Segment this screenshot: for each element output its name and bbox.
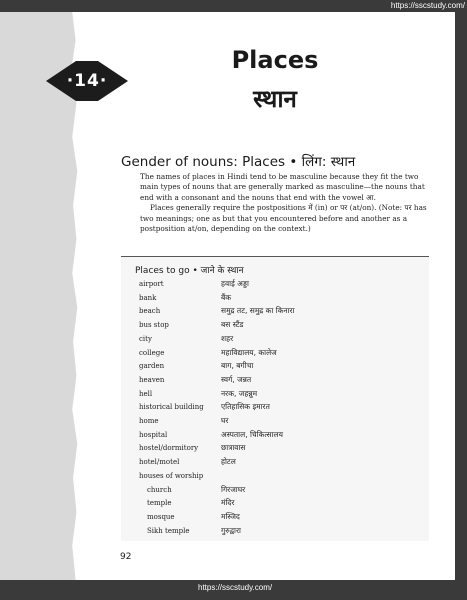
hindi-term: स्वर्ग, जन्नत [221,374,252,384]
hindi-term: शहर [221,333,234,343]
table-row [121,526,429,540]
table-row [121,443,429,457]
table-row [121,389,429,403]
chapter-title: Places [231,46,319,74]
table-row [121,498,429,512]
table-row [121,402,429,416]
table-row [121,430,429,444]
table-row [121,416,429,430]
chapter-title-hindi: स्थान [253,85,297,113]
english-term: Sikh temple [147,526,190,535]
table-row [121,306,429,320]
english-term: garden [139,362,165,371]
english-term: bus stop [139,321,169,330]
english-term: airport [139,280,164,288]
dot-left-icon: · [66,71,75,91]
chapter-number-text: 14 [74,71,100,91]
table-row [121,293,429,307]
page-number: 92 [120,552,132,562]
paragraph-2: Places generally require the postpositions में (in) or पर (at/on). (Note: पर has two meanings; one as but that you encountered before and another as a postposition at/on, depending on the context.) [140,203,427,234]
chapter-badge [46,61,128,101]
english-term: bank [139,293,157,302]
table-row [121,512,429,526]
hindi-term: बैंक [221,292,232,302]
hindi-term: होटल [221,457,236,467]
vocab-table-title: Places to go • जाने के स्थान [135,266,244,276]
hindi-term: अस्पताल, चिकित्सालय [221,429,283,439]
table-row [121,457,429,471]
book-page [0,12,455,580]
english-term: hotel/motel [139,458,180,467]
hindi-term: गुरुद्वारा [221,525,241,535]
table-row [121,485,429,499]
table-row [121,348,429,362]
english-term: city [139,334,152,343]
table-row [121,279,429,293]
english-term: heaven [139,375,165,384]
hindi-term: गिरजाघर [221,484,246,494]
english-term: mosque [147,512,175,521]
hindi-term: घर [221,416,229,425]
english-term: church [147,485,172,494]
hindi-term: बाग, बगीचा [221,361,254,371]
paragraph-1: The names of places in Hindi tend to be masculine because they fit the two main types of nouns that are generally marked as masculine—the nouns that end with a consonant and the nouns that end with the vowel आ. [140,172,425,202]
hindi-term: मंदिर [221,498,235,508]
hindi-term: महाविद्यालय, कालेज [221,347,277,357]
table-row [121,361,429,375]
english-term: temple [147,499,172,508]
english-term: hospital [139,430,168,439]
english-term: beach [139,307,161,316]
table-row [121,471,429,485]
source-url-bottom: https://sscstudy.com/ [198,583,273,592]
table-row [121,334,429,348]
english-term: college [139,348,165,357]
vocab-table [121,256,429,541]
chapter-number [46,61,128,101]
hindi-term: समुद्र तट, समुद्र का किनारा [221,306,295,316]
hindi-term: मस्जिद [221,511,240,521]
dot-right-icon: · [99,71,108,91]
table-row [121,375,429,389]
hindi-term: हवाई अड्डा [221,279,249,288]
english-term: historical building [139,403,204,412]
hindi-term: बस स्टैंड [221,320,244,330]
hindi-term: छात्रावास [221,443,246,453]
english-term: home [139,417,159,425]
english-term: houses of worship [139,471,204,480]
intro-paragraph [140,172,430,234]
hindi-term: एतिहासिक इमारत [221,402,270,412]
source-url-top: https://sscstudy.com/ [390,1,465,10]
english-term: hell [139,389,153,398]
hindi-term: नरक, जहन्नुम [221,388,258,398]
english-term: hostel/dormitory [139,444,199,453]
table-row [121,320,429,334]
section-heading: Gender of nouns: Places • लिंग: स्थान [121,154,356,170]
